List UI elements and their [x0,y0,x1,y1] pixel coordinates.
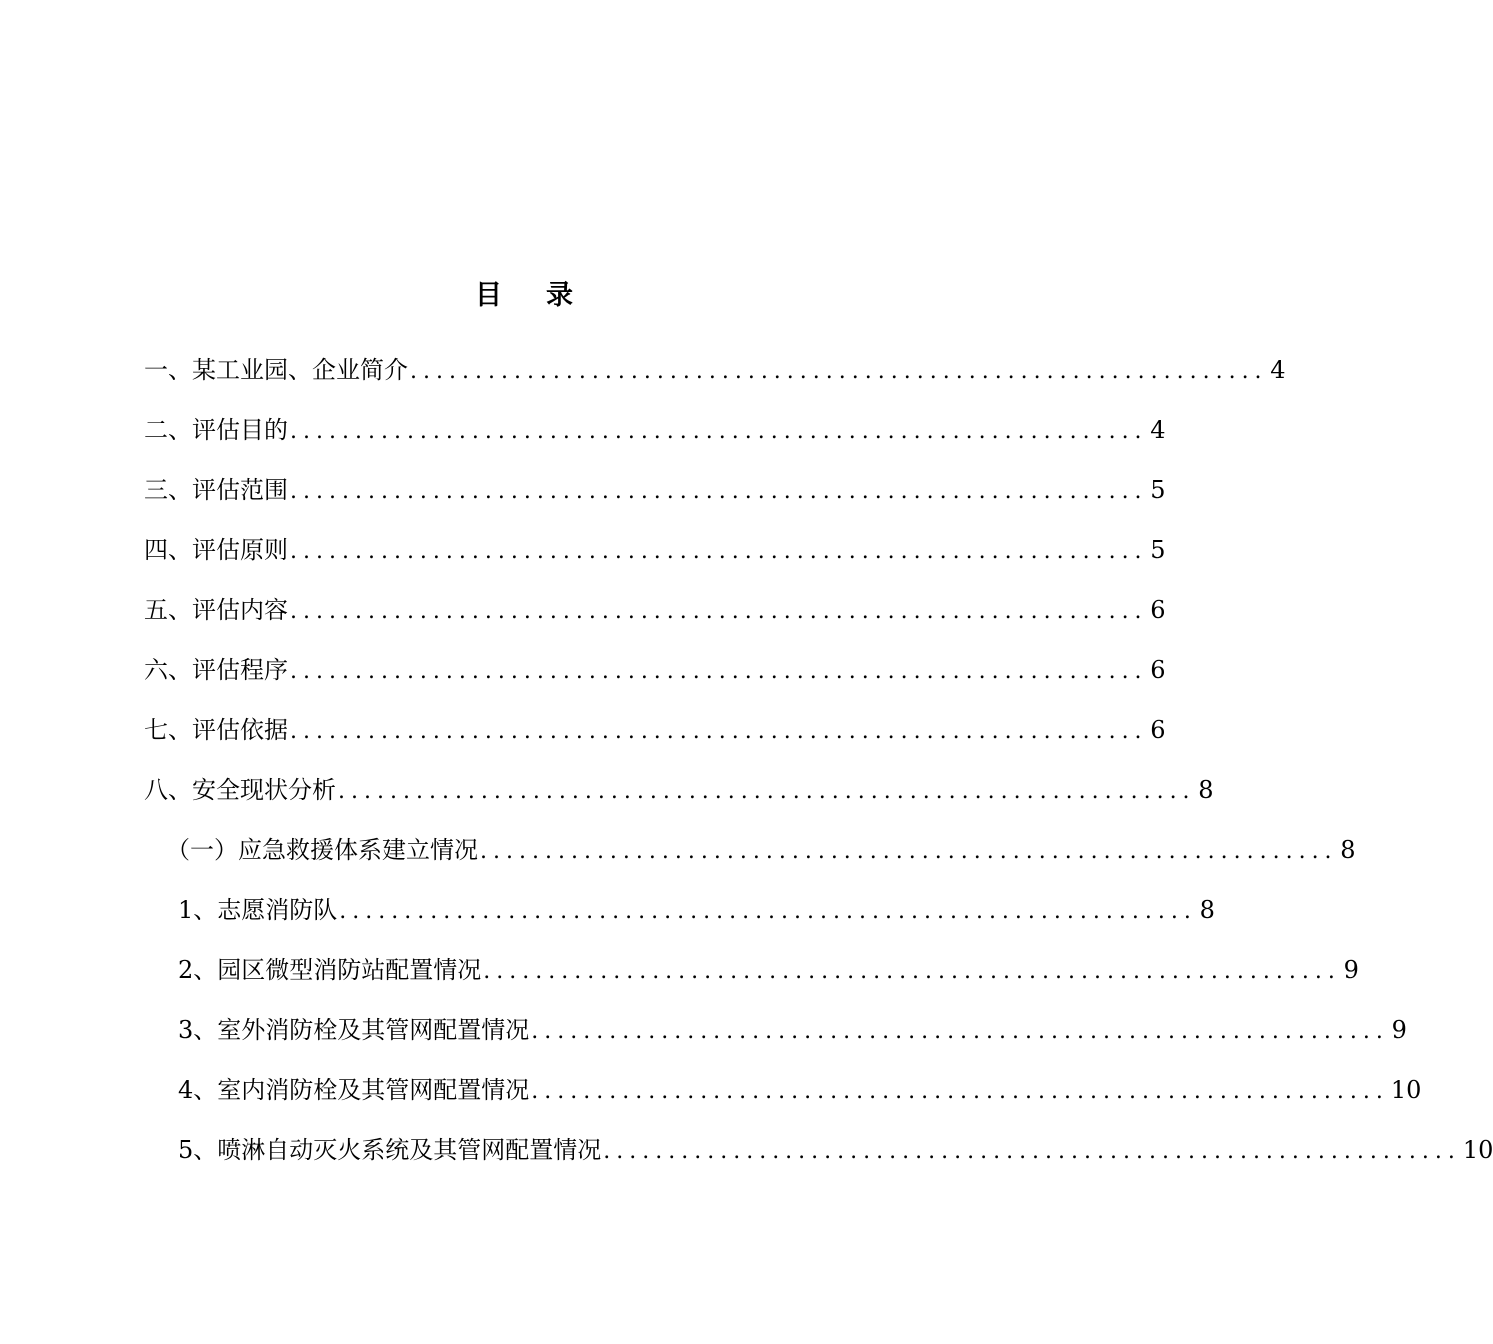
toc-entry[interactable] [144,470,1166,510]
toc-dot-leader: .................................................................. [480,839,1338,864]
toc-entry-label: 七、评估依据 [144,716,288,744]
toc-dot-leader: .................................................................. [290,659,1148,684]
toc-dot-leader: .................................................................. [338,779,1196,804]
toc-entry[interactable] [178,1070,1422,1110]
toc-entry-label: 八、安全现状分析 [144,776,336,804]
toc-title-char-1: 目 [475,280,502,311]
toc-entry[interactable] [144,650,1166,690]
toc-entry-label: （一）应急救援体系建立情况 [166,836,478,864]
toc-entry-label: 1、志愿消防队 [178,896,338,924]
toc-entry-page: 4 [1270,356,1286,384]
toc-dot-leader: .................................................................. [483,959,1341,984]
toc-entry[interactable] [166,830,1356,870]
toc-dot-leader: .................................................................. [603,1139,1461,1164]
toc-entry-page: 10 [1390,1076,1422,1104]
toc-entry[interactable] [178,890,1215,930]
toc-entry-page: 6 [1150,716,1166,744]
toc-dot-leader: .................................................................. [290,419,1148,444]
toc-dot-leader: .................................................................. [290,719,1148,744]
toc-entry-label: 六、评估程序 [144,656,288,684]
toc-entry-page: 6 [1150,656,1166,684]
toc-entry-label: 五、评估内容 [144,596,288,624]
toc-entry[interactable] [178,1130,1493,1170]
toc-dot-leader: .................................................................. [290,599,1148,624]
toc-entry-page: 8 [1199,896,1215,924]
toc-dot-leader: .................................................................. [290,539,1148,564]
toc-dot-leader: .................................................................. [531,1079,1389,1104]
toc-entry-page: 10 [1462,1136,1493,1164]
toc-entry-label: 四、评估原则 [144,536,288,564]
toc-entry[interactable] [144,530,1166,570]
toc-title-char-2: 录 [546,280,573,311]
toc-entry[interactable] [144,410,1166,450]
toc-entry-label: 三、评估范围 [144,476,288,504]
toc-entry-label: 2、园区微型消防站配置情况 [178,956,482,984]
toc-dot-leader: .................................................................. [410,359,1268,384]
toc-dot-leader: .................................................................. [290,479,1148,504]
toc-entry-page: 4 [1150,416,1166,444]
toc-entry[interactable] [178,1010,1407,1050]
toc-entry[interactable] [144,710,1166,750]
toc-entry-label: 一、某工业园、企业简介 [144,356,408,384]
toc-entry[interactable] [178,950,1359,990]
toc-entry-label: 5、喷淋自动灭火系统及其管网配置情况 [178,1136,602,1164]
toc-entry-page: 5 [1150,476,1166,504]
toc-dot-leader: .................................................................. [339,899,1197,924]
toc-entry-label: 4、室内消防栓及其管网配置情况 [178,1076,530,1104]
toc-entry-label: 二、评估目的 [144,416,288,444]
toc-entry-page: 9 [1391,1016,1407,1044]
toc-entry-page: 8 [1198,776,1214,804]
toc-entry-page: 5 [1150,536,1166,564]
toc-entry[interactable] [144,590,1166,630]
toc-dot-leader: .................................................................. [531,1019,1389,1044]
toc-entry[interactable] [144,350,1286,390]
toc-entry[interactable] [144,770,1214,810]
toc-entry-page: 9 [1343,956,1359,984]
toc-entry-page: 6 [1150,596,1166,624]
toc-entry-page: 8 [1340,836,1356,864]
toc-entry-label: 3、室外消防栓及其管网配置情况 [178,1016,530,1044]
